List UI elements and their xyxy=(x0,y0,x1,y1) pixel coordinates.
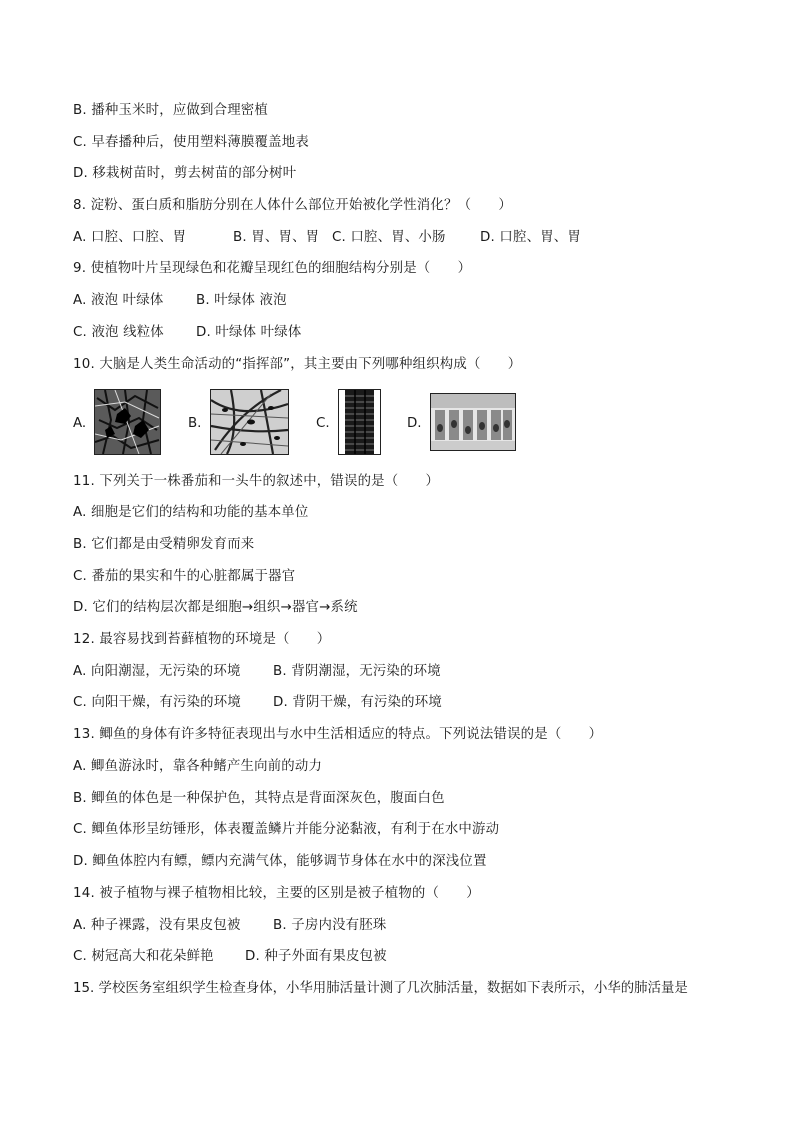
connective-tissue-image xyxy=(210,389,289,455)
q14-options-row1 xyxy=(73,917,386,935)
q11-option-c: C. 番茄的果实和牛的心脏都属于器官 xyxy=(73,569,296,584)
question-12: 12. 最容易找到苔藓植物的环境是（ ） xyxy=(73,632,331,647)
q13-option-a: A. 鲫鱼游泳时，靠各种鳍产生向前的动力 xyxy=(73,759,323,774)
q8-option-b: B. 胃、胃、胃 xyxy=(233,230,320,245)
q12-option-d: D. 背阴干燥，有污染的环境 xyxy=(273,695,442,710)
q12-options-row1 xyxy=(73,663,441,681)
q10-image-options xyxy=(73,389,733,457)
q13-option-b: B. 鲫鱼的体色是一种保护色，其特点是背面深灰色，腹面白色 xyxy=(73,791,445,806)
q9-options-row2 xyxy=(73,324,301,342)
question-10: 10. 大脑是人类生命活动的“指挥部”，其主要由下列哪种组织构成（ ） xyxy=(73,357,522,372)
muscle-tissue-image xyxy=(338,389,381,455)
nerve-tissue-image xyxy=(94,389,161,455)
q12-option-a: A. 向阳潮湿，无污染的环境 xyxy=(73,664,241,679)
epithelial-tissue-image xyxy=(430,393,516,451)
q14-option-c: C. 树冠高大和花朵鲜艳 xyxy=(73,949,214,964)
question-9: 9. 使植物叶片呈现绿色和花瓣呈现红色的细胞结构分别是（ ） xyxy=(73,261,472,276)
q8-option-a: A. 口腔、口腔、胃 xyxy=(73,230,187,245)
q14-option-d: D. 种子外面有果皮包被 xyxy=(245,949,387,964)
q12-options-row2 xyxy=(73,694,442,712)
q13-option-c: C. 鲫鱼体形呈纺锤形，体表覆盖鳞片并能分泌黏液，有利于在水中游动 xyxy=(73,822,500,837)
question-13: 13. 鲫鱼的身体有许多特征表现出与水中生活相适应的特点。下列说法错误的是（ ） xyxy=(73,727,603,742)
question-8: 8. 淀粉、蛋白质和脂肪分别在人体什么部位开始被化学性消化？（ ） xyxy=(73,198,512,213)
q11-option-d: D. 它们的结构层次都是细胞→组织→器官→系统 xyxy=(73,600,358,615)
q8-options xyxy=(73,229,581,247)
q11-option-a: A. 细胞是它们的结构和功能的基本单位 xyxy=(73,505,309,520)
q11-option-b: B. 它们都是由受精卵发育而来 xyxy=(73,537,255,552)
q10-option-d-label: D. xyxy=(407,416,422,431)
q10-option-b-label: B. xyxy=(188,416,202,431)
q14-option-b: B. 子房内没有胚珠 xyxy=(273,918,387,933)
q7-option-d: D. 移栽树苗时，剪去树苗的部分树叶 xyxy=(73,166,297,181)
q8-option-c: C. 口腔、胃、小肠 xyxy=(332,230,446,245)
q10-option-c-label: C. xyxy=(316,416,330,431)
q7-option-c: C. 早春播种后，使用塑料薄膜覆盖地表 xyxy=(73,135,309,150)
q9-options-row1 xyxy=(73,292,287,310)
q14-options-row2 xyxy=(73,948,387,966)
q12-option-b: B. 背阴潮湿，无污染的环境 xyxy=(273,664,441,679)
question-14: 14. 被子植物与裸子植物相比较，主要的区别是被子植物的（ ） xyxy=(73,886,480,901)
q13-option-d: D. 鲫鱼体腔内有鳔，鳔内充满气体，能够调节身体在水中的深浅位置 xyxy=(73,854,487,869)
q10-option-a-label: A. xyxy=(73,416,87,431)
q9-option-b: B. 叶绿体 液泡 xyxy=(196,293,287,308)
q12-option-c: C. 向阳干燥，有污染的环境 xyxy=(73,695,241,710)
q9-option-c: C. 液泡 线粒体 xyxy=(73,325,164,340)
q8-option-d: D. 口腔、胃、胃 xyxy=(480,230,581,245)
q14-option-a: A. 种子裸露，没有果皮包被 xyxy=(73,918,241,933)
question-15: 15. 学校医务室组织学生检查身体，小华用肺活量计测了几次肺活量，数据如下表所示，小华的肺活量是 xyxy=(73,981,688,996)
q7-option-b: B. 播种玉米时，应做到合理密植 xyxy=(73,103,268,118)
q9-option-d: D. 叶绿体 叶绿体 xyxy=(196,325,302,340)
q9-option-a: A. 液泡 叶绿体 xyxy=(73,293,164,308)
question-11: 11. 下列关于一株番茄和一头牛的叙述中，错误的是（ ） xyxy=(73,474,440,489)
